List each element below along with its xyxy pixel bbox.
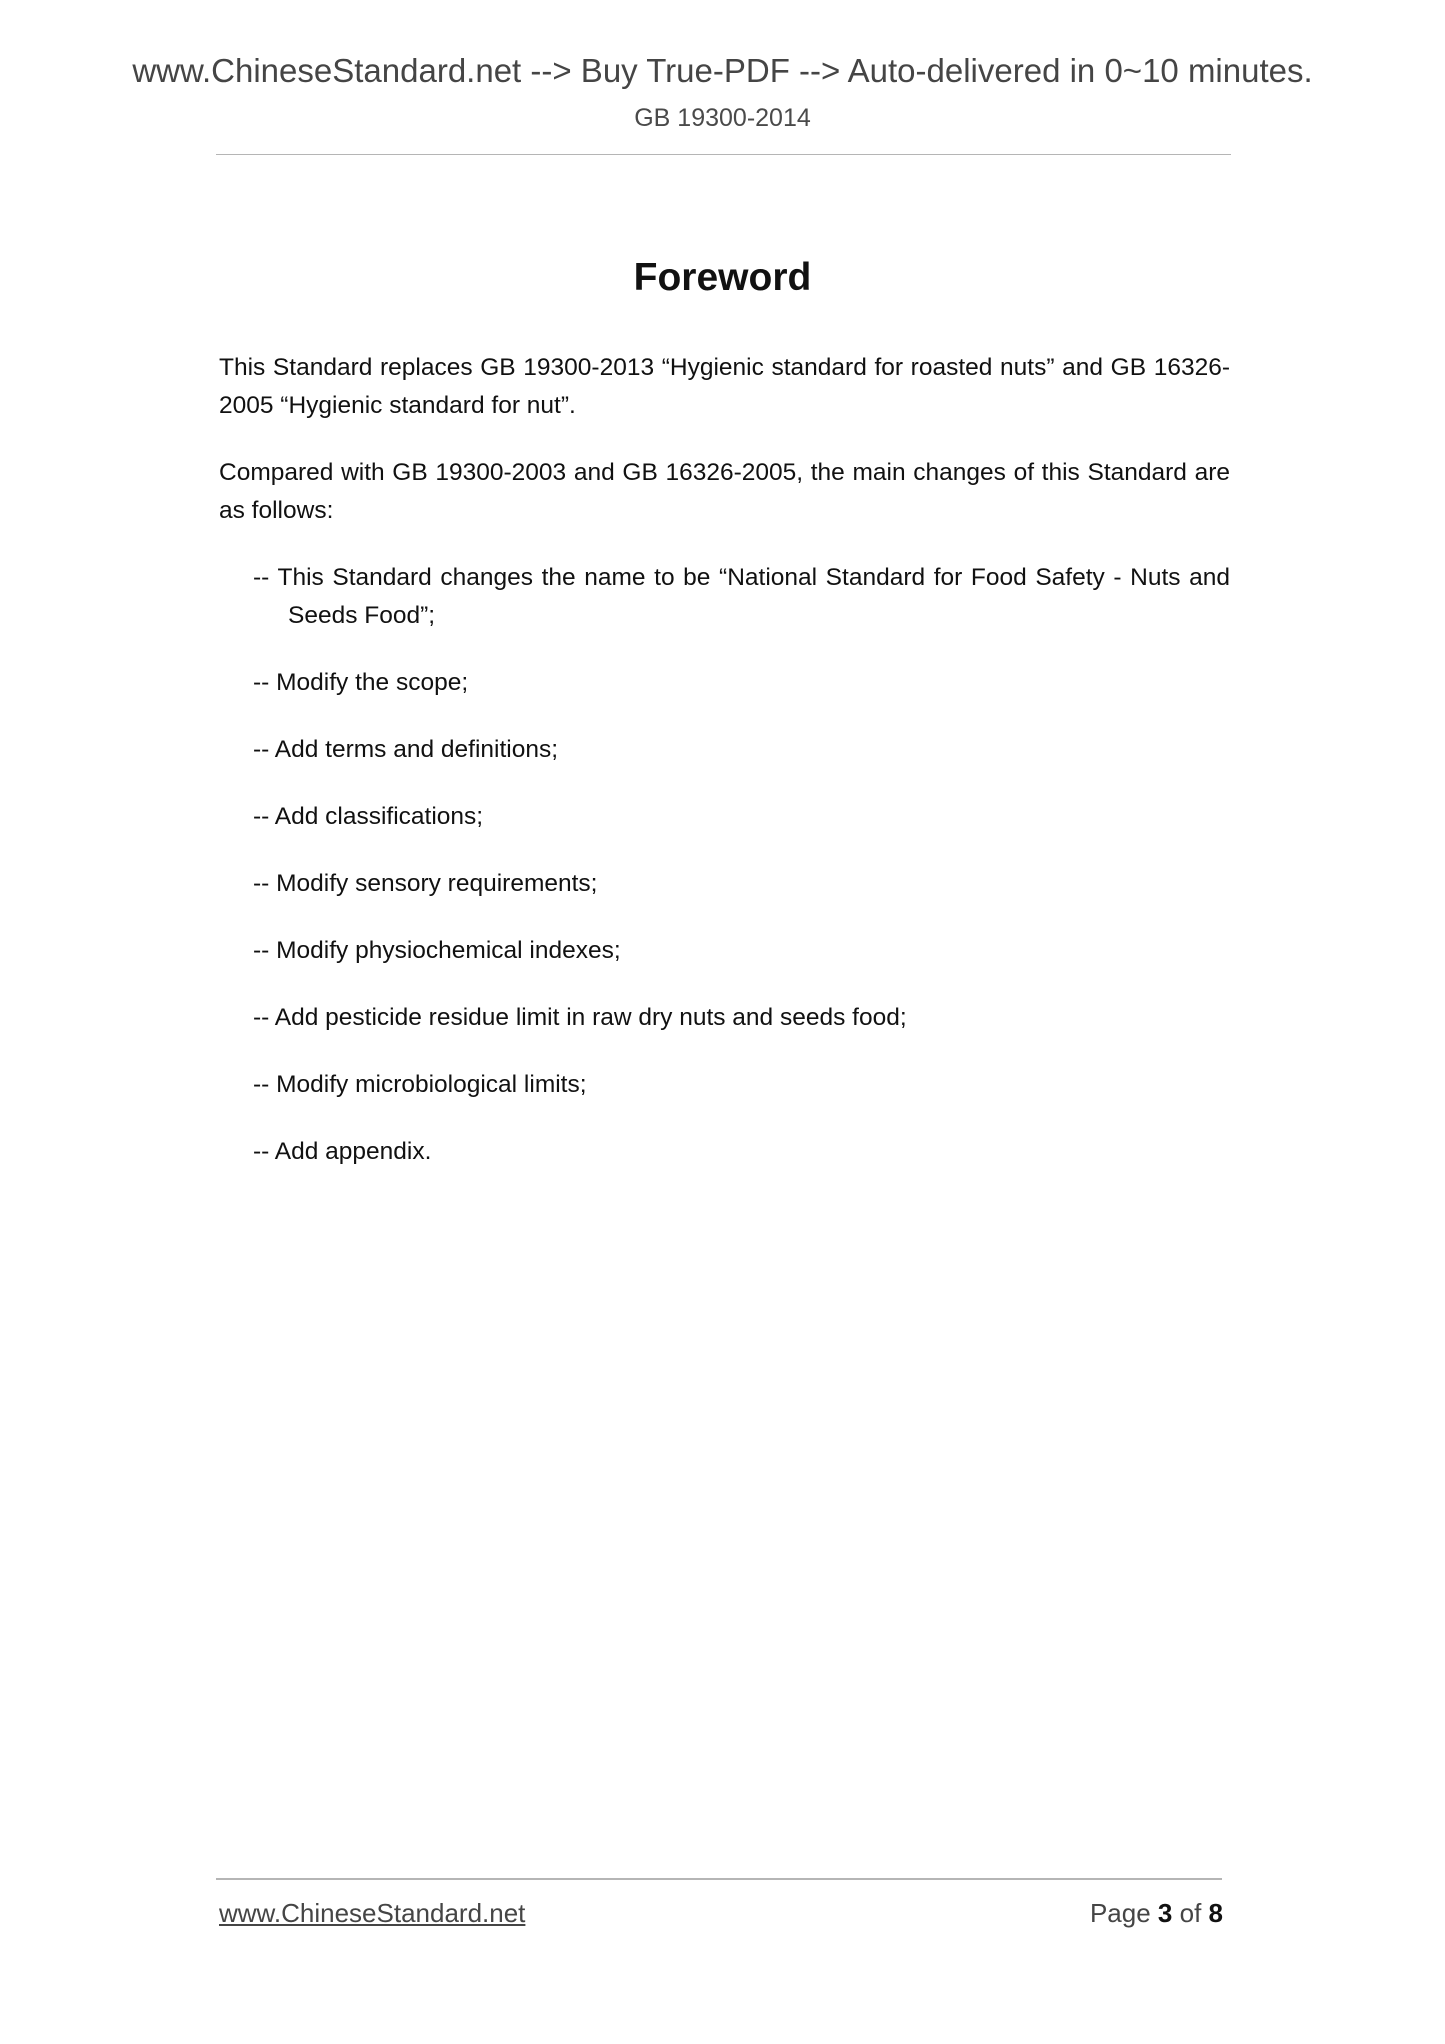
header-banner: www.ChineseStandard.net --> Buy True-PDF --> Auto-delivered in 0~10 minutes. <box>132 52 1313 89</box>
list-item: -- Add appendix. <box>253 1138 432 1165</box>
footer-site-link[interactable]: www.ChineseStandard.net <box>219 1898 526 1928</box>
standard-code: GB 19300-2014 <box>634 104 811 132</box>
page-total: 8 <box>1208 1898 1223 1928</box>
page-prefix: Page <box>1089 1898 1151 1928</box>
list-item: -- Add terms and definitions; <box>253 736 559 763</box>
list-item: -- Modify sensory requirements; <box>253 870 598 897</box>
page-title: Foreword <box>633 256 812 299</box>
page-number <box>1090 1900 1223 1926</box>
changes-list <box>219 559 1230 1171</box>
paragraph-replaces: This Standard replaces GB 19300-2013 “Hygienic standard for roasted nuts” and GB 16326-2005 “Hygienic standard for nut”. <box>219 354 1230 419</box>
page-of: of <box>1179 1898 1202 1928</box>
document-body <box>219 349 1230 1200</box>
list-item: -- Add classifications; <box>253 803 484 830</box>
list-item: -- Modify microbiological limits; <box>253 1071 587 1098</box>
footer-divider <box>216 1878 1222 1880</box>
list-item: -- Modify the scope; <box>253 669 469 696</box>
list-item: -- This Standard changes the name to be “National Standard for Food Safety - Nuts and Seeds Food”; <box>253 564 1230 629</box>
page-current: 3 <box>1157 1898 1173 1928</box>
list-item: -- Modify physiochemical indexes; <box>253 937 621 964</box>
paragraph-changes-intro: Compared with GB 19300-2003 and GB 16326-2005, the main changes of this Standard are as follows: <box>219 459 1230 524</box>
list-item: -- Add pesticide residue limit in raw dry nuts and seeds food; <box>253 1004 907 1031</box>
header-divider <box>216 154 1231 155</box>
